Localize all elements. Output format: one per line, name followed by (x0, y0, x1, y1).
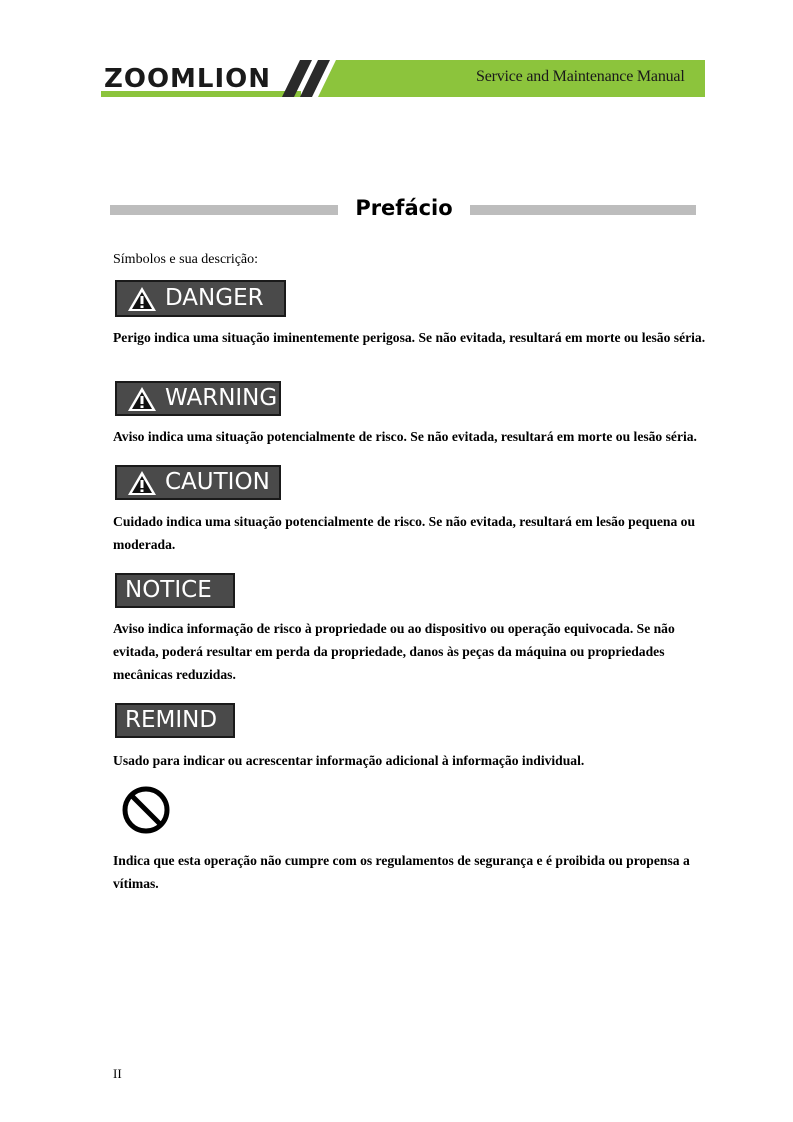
warning-triangle-icon (127, 286, 157, 312)
notice-label-text: NOTICE (125, 577, 212, 603)
warning-label-text: WARNING (165, 385, 278, 411)
prohibition-description: Indica que esta operação não cumpre com os regulamentos de segurança e é proibida ou propensa a vítimas. (113, 853, 690, 891)
danger-label-text: DANGER (165, 285, 264, 311)
caution-label (115, 465, 281, 500)
caution-label-text: CAUTION (165, 469, 270, 495)
danger-label (115, 280, 286, 317)
notice-label (115, 573, 235, 608)
page-header (0, 0, 793, 110)
prohibition-icon (120, 784, 172, 836)
warning-label (115, 381, 281, 416)
heading-rule-right (470, 205, 696, 215)
warning-triangle-icon (127, 386, 157, 412)
remind-label-text: REMIND (125, 707, 218, 733)
remind-description: Usado para indicar ou acrescentar informação adicional à informação individual. (113, 753, 585, 768)
warning-description: Aviso indica uma situação potencialmente de risco. Se não evitada, resultará em morte ou lesão séria. (113, 429, 697, 444)
danger-description: Perigo indica uma situação iminentemente perigosa. Se não evitada, resultará em morte ou lesão séria. (113, 330, 706, 345)
caution-description: Cuidado indica uma situação potencialmente de risco. Se não evitada, resultará em lesão pequena ou moderada. (113, 514, 696, 552)
intro-text: Símbolos e sua descrição: (113, 252, 259, 267)
page-number: II (113, 1066, 122, 1081)
manual-title: Service and Maintenance Manual (476, 68, 685, 85)
heading-rule-left (110, 205, 338, 215)
notice-description: Aviso indica informação de risco à propriedade ou ao dispositivo ou operação equivocada. Se não evitada, poderá resultar em perda da propriedade, danos às peças da máquina ou propriedades mecânicas reduzidas. (113, 621, 675, 682)
warning-triangle-icon (127, 470, 157, 496)
brand-logo: ZOOMLION (104, 64, 272, 94)
remind-label (115, 703, 235, 738)
page-title: Prefácio (355, 196, 453, 220)
